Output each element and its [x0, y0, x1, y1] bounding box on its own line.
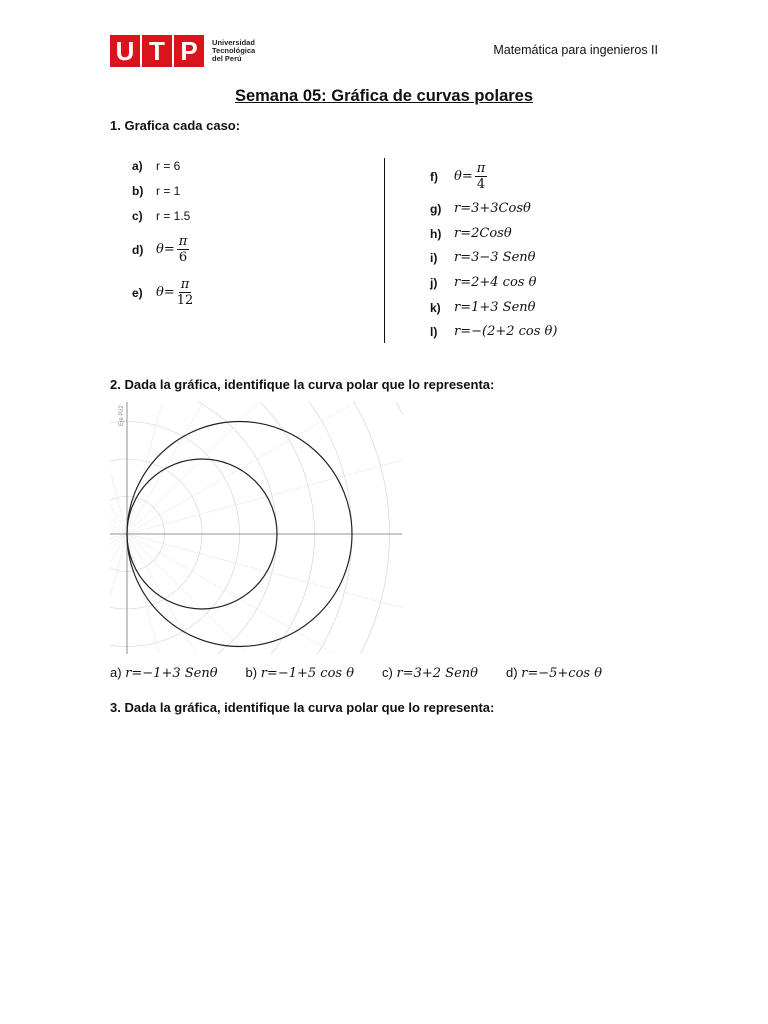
- university-name: [212, 39, 255, 63]
- grid-ring: [110, 402, 402, 654]
- item-label: g): [430, 201, 442, 216]
- grid-ray: [110, 534, 127, 654]
- item-expr: r = 1.5: [156, 209, 191, 223]
- item-label: j): [430, 275, 438, 290]
- fraction-numerator: π: [178, 234, 188, 249]
- item-label: f): [430, 169, 438, 184]
- option-c[interactable]: [382, 665, 478, 681]
- axis-label: Eje Pi/2: [119, 405, 125, 426]
- question-3-heading: 3. Dada la gráfica, identifique la curva polar que lo representa:: [110, 700, 495, 715]
- course-name: Matemática para ingenieros II: [493, 43, 658, 57]
- grid-ray: [110, 534, 127, 654]
- q1-item-b: [132, 184, 180, 198]
- grid-ray: [110, 430, 127, 534]
- grid-ray: [110, 534, 127, 654]
- item-expr: r=2+4 cos θ: [454, 275, 537, 290]
- grid-ray: [110, 534, 127, 638]
- item-label: l): [430, 324, 438, 339]
- grid-ray: [127, 430, 402, 534]
- page-title: Semana 05: Gráfica de curvas polares: [234, 87, 534, 105]
- university-line-3: del Perú: [212, 54, 242, 63]
- column-divider: [384, 158, 385, 343]
- option-a[interactable]: [110, 665, 218, 681]
- fraction-denominator: 6: [178, 250, 188, 265]
- question-2-heading: 2. Dada la gráfica, identifique la curva polar que lo representa:: [110, 377, 495, 392]
- q1-item-d: [132, 234, 189, 265]
- item-expr: r = 1: [156, 184, 181, 198]
- option-label: b): [245, 665, 261, 680]
- item-label: b): [132, 184, 144, 198]
- item-lhs: θ=: [156, 285, 175, 300]
- option-expr: r=−5+cos θ: [521, 666, 603, 681]
- q1-item-a: [132, 159, 180, 173]
- item-expr: r=1+3 Senθ: [454, 300, 536, 315]
- answer-options: [110, 665, 630, 681]
- q1-item-j: [430, 275, 536, 290]
- option-b[interactable]: [246, 665, 354, 681]
- q1-item-g: [430, 201, 531, 216]
- item-label: a): [132, 159, 143, 173]
- option-expr: r=−1+3 Senθ: [125, 666, 218, 681]
- grid-ray: [127, 402, 231, 534]
- option-label: c): [382, 665, 397, 680]
- logo-letter-p: P: [174, 35, 204, 67]
- polar-graph: [110, 402, 402, 654]
- grid-ring: [110, 402, 390, 654]
- item-label: c): [132, 209, 143, 223]
- item-label: k): [430, 300, 441, 315]
- q1-item-k: [430, 300, 535, 315]
- fraction-denominator: 12: [176, 293, 194, 308]
- grid-ring: [110, 402, 315, 654]
- q1-item-e: [132, 277, 193, 308]
- item-label: i): [430, 250, 438, 265]
- grid-ring: [110, 402, 277, 654]
- grid-ray: [127, 534, 231, 654]
- fraction-denominator: 4: [476, 177, 486, 192]
- option-expr: r=3+2 Senθ: [396, 666, 478, 681]
- fraction: [177, 277, 194, 308]
- q1-item-f: [430, 161, 487, 192]
- fraction-numerator: π: [180, 277, 190, 292]
- grid-ray: [127, 534, 402, 638]
- item-label: h): [430, 226, 442, 241]
- option-d[interactable]: [506, 665, 602, 681]
- option-label: a): [110, 665, 126, 680]
- fraction: [177, 234, 190, 265]
- grid-ray: [127, 402, 402, 534]
- grid-ray: [127, 402, 402, 534]
- item-expr: r=2Cosθ: [454, 226, 512, 241]
- item-expr: r=3+3Cosθ: [454, 201, 531, 216]
- utp-logo: [110, 35, 255, 67]
- q1-item-i: [430, 250, 535, 265]
- item-expr: r = 6: [156, 159, 181, 173]
- fraction-numerator: π: [476, 161, 486, 176]
- option-expr: r=−1+5 cos θ: [260, 666, 355, 681]
- item-label: e): [132, 285, 143, 300]
- university-line-2: Tecnológica: [212, 46, 256, 55]
- item-lhs: θ=: [454, 169, 473, 184]
- item-expr: r=3−3 Senθ: [454, 250, 536, 265]
- question-1-heading: 1. Grafica cada caso:: [110, 118, 241, 133]
- item-label: d): [132, 242, 144, 257]
- grid-ring: [110, 402, 402, 654]
- logo-letter-u: U: [110, 35, 140, 67]
- q1-item-c: [132, 209, 190, 223]
- university-line-1: Universidad: [212, 38, 255, 47]
- option-label: d): [505, 665, 522, 680]
- item-lhs: θ=: [156, 242, 175, 257]
- item-expr: r=−(2+2 cos θ): [454, 324, 558, 339]
- q1-item-h: [430, 226, 512, 241]
- grid-ray: [110, 534, 127, 654]
- fraction: [475, 161, 488, 192]
- polar-grid: [110, 402, 402, 654]
- logo-letter-t: T: [142, 35, 172, 67]
- q1-item-l: [430, 324, 557, 339]
